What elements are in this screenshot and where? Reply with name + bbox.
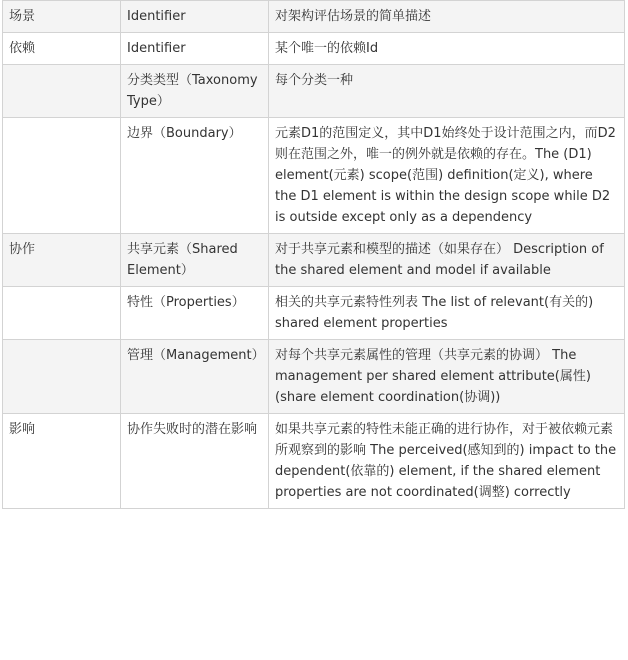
cell-text: 场景 (9, 9, 36, 24)
cell-text: 每个分类一种 (275, 73, 354, 88)
row-category-cell (3, 340, 121, 414)
cell-text: 共享元素（Shared Element） (127, 242, 238, 278)
table-row (3, 33, 625, 65)
row-category-cell (3, 414, 121, 509)
cell-text: 元素D1的范围定义，其中D1始终处于设计范围之内，而D2则在范围之外，唯一的例外就是依赖的存在。The (D1) element(元素) scope(范围) definition(定义), where the D1 element is within the design scope while D2 is outside except only as a dependency (275, 126, 616, 225)
table-row (3, 65, 625, 118)
cell-text: Identifier (127, 9, 186, 24)
cell-text: 协作失败时的潜在影响 (127, 422, 258, 437)
cell-text: 协作 (9, 242, 36, 257)
table-row (3, 118, 625, 234)
row-category-cell (3, 65, 121, 118)
cell-text: 相关的共享元素特性列表 The list of relevant(有关的) shared element properties (275, 295, 594, 331)
row-description-cell (269, 414, 625, 509)
row-description-cell (269, 65, 625, 118)
cell-text: 分类类型（Taxonomy Type） (127, 73, 258, 109)
table-row (3, 1, 625, 33)
table-row (3, 234, 625, 287)
row-field-cell (121, 234, 269, 287)
cell-text: 对于共享元素和模型的描述（如果存在） Description of the shared element and model if available (275, 242, 604, 278)
cell-text: 如果共享元素的特性未能正确的进行协作，对于被依赖元素所观察到的影响 The perceived(感知到的) impact to the dependent(依靠的) element, if the shared element properties are not coordinated(调整) correctly (275, 422, 617, 500)
cell-text: 影响 (9, 422, 36, 437)
row-category-cell (3, 33, 121, 65)
row-field-cell (121, 65, 269, 118)
cell-text: Identifier (127, 41, 186, 56)
cell-text: 依赖 (9, 41, 36, 56)
row-field-cell (121, 1, 269, 33)
table-row (3, 340, 625, 414)
cell-text: 对每个共享元素属性的管理（共享元素的协调） The management per shared element attribute(属性)(share element coordination(协调)) (275, 348, 591, 405)
cell-text: 特性（Properties） (127, 295, 245, 310)
table-row (3, 287, 625, 340)
row-description-cell (269, 1, 625, 33)
row-field-cell (121, 33, 269, 65)
spec-table (2, 0, 625, 509)
row-category-cell (3, 1, 121, 33)
cell-text: 某个唯一的依赖Id (275, 41, 379, 56)
row-description-cell (269, 340, 625, 414)
row-description-cell (269, 118, 625, 234)
row-description-cell (269, 287, 625, 340)
row-description-cell (269, 33, 625, 65)
row-field-cell (121, 340, 269, 414)
row-field-cell (121, 118, 269, 234)
row-category-cell (3, 287, 121, 340)
row-field-cell (121, 414, 269, 509)
row-description-cell (269, 234, 625, 287)
row-category-cell (3, 234, 121, 287)
row-category-cell (3, 118, 121, 234)
cell-text: 对架构评估场景的简单描述 (275, 9, 432, 24)
cell-text: 管理（Management） (127, 348, 265, 363)
row-field-cell (121, 287, 269, 340)
cell-text: 边界（Boundary） (127, 126, 242, 141)
table-row (3, 414, 625, 509)
